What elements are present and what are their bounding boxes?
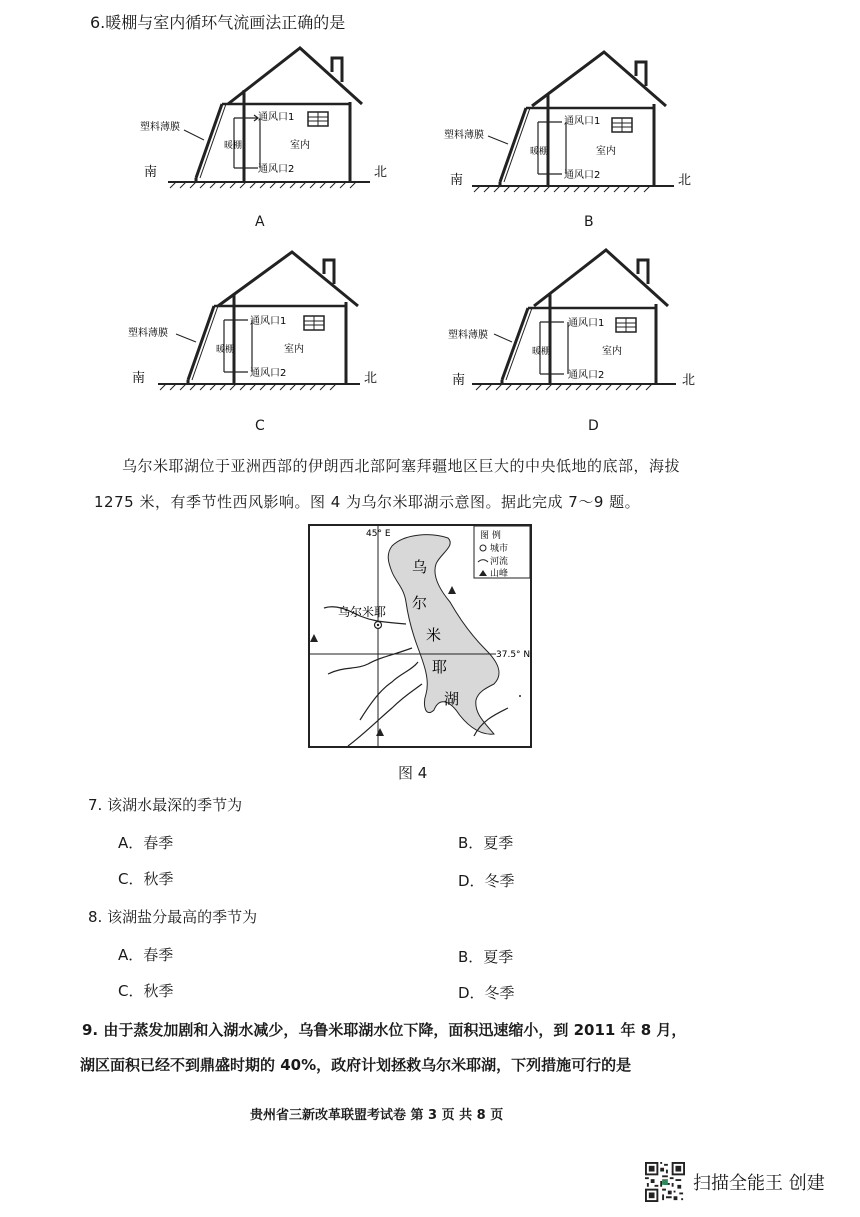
house-greenhouse-diagram bbox=[128, 248, 388, 438]
svg-text:北: 北 bbox=[682, 373, 696, 388]
svg-text:暖棚: 暖棚 bbox=[530, 147, 549, 157]
svg-text:室内: 室内 bbox=[284, 344, 304, 355]
intro-line-1: 乌尔米耶湖位于亚洲西部的伊朗西北部阿塞拜疆地区巨大的中央低地的底部，海拔 bbox=[122, 457, 681, 475]
svg-text:通风口2: 通风口2 bbox=[564, 170, 601, 181]
q8-option-b[interactable]: B．夏季 bbox=[458, 948, 514, 966]
diagram-option-d bbox=[450, 254, 710, 444]
diagram-option-b bbox=[444, 60, 708, 250]
brand-text: 扫描全能王 创建 bbox=[693, 1173, 825, 1194]
q8-option-d[interactable]: D．冬季 bbox=[458, 984, 515, 1002]
svg-text:南: 南 bbox=[450, 173, 464, 188]
figure-caption: 图 4 bbox=[398, 764, 428, 782]
svg-text:北: 北 bbox=[678, 173, 692, 188]
svg-text:塑料薄膜: 塑料薄膜 bbox=[128, 328, 168, 339]
diagram-option-a bbox=[140, 42, 400, 232]
svg-text:室内: 室内 bbox=[596, 146, 616, 157]
svg-text:通风口1: 通风口1 bbox=[250, 316, 287, 327]
svg-text:室内: 室内 bbox=[290, 140, 310, 151]
svg-text:米: 米 bbox=[426, 626, 442, 644]
svg-text:通风口1: 通风口1 bbox=[568, 318, 605, 329]
question-9-line-1: 9. 由于蒸发加剧和入湖水减少，乌鲁米耶湖水位下降，面积迅速缩小，到 2011 年 8 月， bbox=[82, 1021, 687, 1039]
option-label-b: B bbox=[584, 214, 594, 230]
svg-text:耶: 耶 bbox=[432, 658, 448, 676]
svg-text:37.5° N: 37.5° N bbox=[496, 650, 531, 660]
page-footer: 贵州省三新改革联盟考试卷 第 3 页 共 8 页 bbox=[250, 1108, 504, 1123]
option-label-d: D bbox=[588, 418, 599, 434]
house-greenhouse-diagram bbox=[444, 60, 708, 250]
svg-text:通风口2: 通风口2 bbox=[250, 368, 287, 379]
svg-text:45° E: 45° E bbox=[366, 529, 391, 539]
svg-text:乌尔米耶: 乌尔米耶 bbox=[338, 605, 387, 619]
q8-option-a[interactable]: A．春季 bbox=[118, 946, 174, 964]
urmia-lake-map bbox=[308, 524, 532, 748]
question-9-line-2: 湖区面积已经不到鼎盛时期的 40%，政府计划拯救乌尔米耶湖，下列措施可行的是 bbox=[80, 1056, 632, 1074]
svg-text:通风口1: 通风口1 bbox=[258, 112, 295, 123]
q8-option-c[interactable]: C．秋季 bbox=[118, 982, 174, 1000]
diagram-option-c bbox=[128, 248, 388, 438]
svg-text:北: 北 bbox=[374, 165, 388, 180]
q7-option-c[interactable]: C．秋季 bbox=[118, 870, 174, 888]
svg-text:塑料薄膜: 塑料薄膜 bbox=[444, 130, 484, 141]
question-7-stem: 7. 该湖水最深的季节为 bbox=[88, 796, 243, 814]
svg-text:通风口1: 通风口1 bbox=[564, 116, 601, 127]
svg-text:南: 南 bbox=[144, 165, 158, 180]
q7-option-a[interactable]: A．春季 bbox=[118, 834, 174, 852]
svg-text:通风口2: 通风口2 bbox=[258, 164, 295, 175]
svg-text:室内: 室内 bbox=[602, 346, 622, 357]
svg-text:城市: 城市 bbox=[490, 544, 509, 554]
svg-text:河流: 河流 bbox=[490, 557, 509, 567]
svg-text:塑料薄膜: 塑料薄膜 bbox=[140, 122, 180, 133]
house-greenhouse-diagram bbox=[140, 42, 400, 232]
svg-text:尔: 尔 bbox=[412, 594, 428, 612]
scanner-watermark bbox=[645, 1162, 825, 1202]
svg-text:南: 南 bbox=[132, 371, 146, 386]
svg-text:南: 南 bbox=[452, 373, 466, 388]
q7-option-b[interactable]: B．夏季 bbox=[458, 834, 514, 852]
svg-text:塑料薄膜: 塑料薄膜 bbox=[448, 330, 488, 341]
svg-text:北: 北 bbox=[364, 371, 378, 386]
house-greenhouse-diagram bbox=[450, 254, 710, 444]
option-label-c: C bbox=[255, 418, 265, 434]
svg-text:乌: 乌 bbox=[412, 558, 428, 576]
svg-text:暖棚: 暖棚 bbox=[532, 347, 551, 357]
question-8-stem: 8. 该湖盐分最高的季节为 bbox=[88, 908, 258, 926]
q7-option-d[interactable]: D．冬季 bbox=[458, 872, 515, 890]
svg-text:通风口2: 通风口2 bbox=[568, 370, 605, 381]
question-6-stem: 6.暖棚与室内循环气流画法正确的是 bbox=[90, 13, 346, 32]
svg-text:暖棚: 暖棚 bbox=[216, 345, 235, 355]
svg-text:湖: 湖 bbox=[444, 690, 460, 708]
svg-text:山峰: 山峰 bbox=[490, 569, 509, 579]
qr-code-icon bbox=[645, 1162, 685, 1202]
intro-line-2: 1275 米，有季节性西风影响。图 4 为乌尔米耶湖示意图。据此完成 7～9 题。 bbox=[94, 493, 641, 511]
svg-text:图 例: 图 例 bbox=[480, 531, 501, 541]
svg-text:暖棚: 暖棚 bbox=[224, 141, 243, 151]
option-label-a: A bbox=[255, 214, 265, 230]
